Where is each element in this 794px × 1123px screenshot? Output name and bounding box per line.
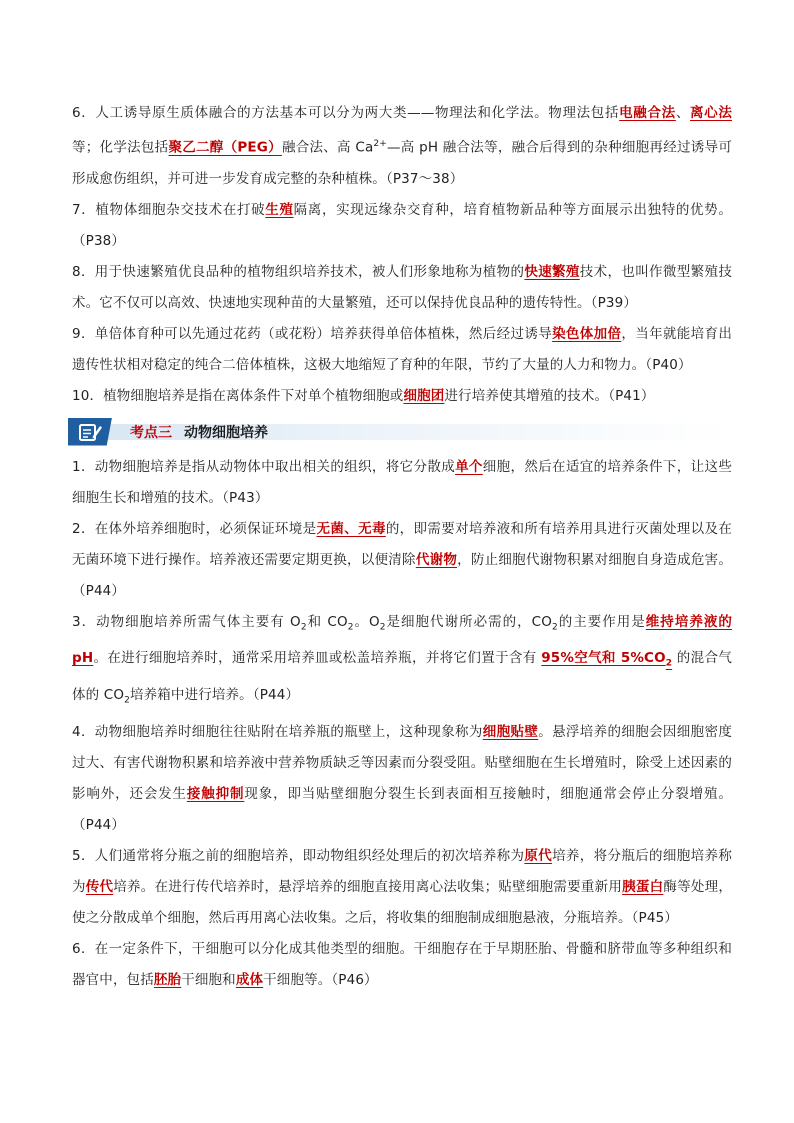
text-segment: 8．用于快速繁殖优良品种的植物组织培养技术，被人们形象地称为植物的 <box>72 263 525 280</box>
text-segment: 2+ <box>373 139 387 149</box>
highlighted-term: 细胞团 <box>403 387 445 404</box>
highlighted-term: 细胞贴壁 <box>482 723 539 740</box>
text-segment: 6．人工诱导原生质体融合的方法基本可以分为两大类——物理法和化学法。物理法包括 <box>72 105 620 121</box>
highlighted-term: 代谢物 <box>415 551 458 568</box>
text-segment: 。O <box>353 613 380 630</box>
text-segment: 融合法、高 Ca <box>281 139 374 156</box>
lower-paragraphs <box>72 452 732 996</box>
section-header <box>68 418 732 446</box>
highlighted-term: 单个 <box>455 458 483 475</box>
text-segment: 进行培养使其增殖的技术。（P41） <box>444 387 655 404</box>
text-segment: ，防止细胞代谢物积累对细胞自身造成危害。（P44） <box>72 551 733 599</box>
paragraph <box>72 607 732 717</box>
highlighted-term: 传代 <box>85 878 114 895</box>
text-segment: ，当年就能培育出遗传性状相对稳定的纯合二倍体植株，这极大地缩短了育种的年限，节约了大量的人力和物力。（P40） <box>72 325 733 373</box>
section-title-text: 动物细胞培养 <box>184 424 268 441</box>
highlighted-term: 95%空气和 5%CO <box>541 650 666 667</box>
text-segment: 的，即需要对培养液和所有培养用具进行灭菌处理以及在无菌环境下进行操作。培养液还需要定期更换，以便清除 <box>72 520 733 568</box>
highlighted-term: 原代 <box>524 847 553 864</box>
text-segment: 干细胞等。（P46） <box>263 971 378 988</box>
text-segment: 和 CO <box>306 613 348 630</box>
text-segment: 3．动物细胞培养所需气体主要有 O <box>72 613 301 630</box>
highlighted-term: 2 <box>665 658 673 669</box>
highlighted-term: 接触抑制 <box>186 785 245 802</box>
notepad-pen-icon <box>68 418 112 446</box>
highlighted-term: 胰蛋白 <box>622 878 664 895</box>
highlighted-term: 生殖 <box>265 201 294 218</box>
text-segment: 7．植物体细胞杂交技术在打破 <box>72 201 266 218</box>
highlighted-term: 快速繁殖 <box>524 263 580 280</box>
text-segment: 技术，也叫作微型繁殖技术。它不仅可以高效、快速地实现种苗的大量繁殖，还可以保持优良品种的遗传特性。（P39） <box>72 263 732 311</box>
paragraph <box>72 319 732 381</box>
paragraph <box>72 98 732 195</box>
highlighted-term: 离心法 <box>690 105 732 121</box>
highlighted-term: 维持培养液的 pH <box>72 613 732 667</box>
text-segment: 2 <box>124 695 130 706</box>
text-segment: 是细胞代谢所必需的，CO <box>385 613 552 630</box>
text-segment: —高 pH 融合法等，融合后得到的杂种细胞再经过诱导可形成愈伤组织，并可进一步发育成完整的杂种植株。（P37～38） <box>72 139 732 187</box>
text-segment: 、 <box>675 105 690 121</box>
document-body <box>72 98 732 996</box>
section-label: 考点三 <box>130 424 172 441</box>
text-segment: 培养，将分瓶后的细胞培养称为 <box>72 847 732 895</box>
paragraph <box>72 195 732 257</box>
text-segment: 细胞，然后在适宜的培养条件下，让这些细胞生长和增殖的技术。（P43） <box>72 458 732 506</box>
text-segment: 1．动物细胞培养是指从动物体中取出相关的组织，将它分散成 <box>72 458 456 475</box>
text-segment: 2．在体外培养细胞时，必须保证环境是 <box>72 520 317 537</box>
text-segment: 隔离，实现远缘杂交育种，培育植物新品种等方面展示出独特的优势。（P38） <box>72 201 732 249</box>
highlighted-term: 成体 <box>235 971 264 988</box>
highlighted-term: 聚乙二醇（PEG） <box>168 139 282 156</box>
text-segment: 培养箱中进行培养。（P44） <box>129 686 300 703</box>
text-segment: 。悬浮培养的细胞会因细胞密度过大、有害代谢物积累和培养液中营养物质缺乏等因素而分裂受阻。贴壁细胞在生长增殖时，除受上述因素的影响外，还会发生 <box>72 723 732 802</box>
text-segment: 4．动物细胞培养时细胞往往贴附在培养瓶的瓶壁上，这种现象称为 <box>72 723 483 740</box>
text-segment: 现象，即当贴壁细胞分裂生长到表面相互接触时，细胞通常会停止分裂增殖。（P44） <box>72 785 732 833</box>
text-segment: 2 <box>347 622 354 633</box>
highlighted-term: 无菌、无毒 <box>316 520 386 537</box>
text-segment: 10．植物细胞培养是指在离体条件下对单个植物细胞或 <box>72 387 404 404</box>
text-segment: 等；化学法包括 <box>72 139 169 156</box>
text-segment: 9．单倍体育种可以先通过花药（或花粉）培养获得单倍体植株，然后经过诱导 <box>72 325 553 342</box>
section-title <box>130 422 268 442</box>
paragraph <box>72 257 732 319</box>
text-segment: 2 <box>379 622 386 633</box>
text-segment: 酶等处理，使之分散成单个细胞，然后再用离心法收集。之后，将收集的细胞制成细胞悬液，分瓶培养。（P45） <box>72 878 733 926</box>
text-segment: 。在进行细胞培养时，通常采用培养皿或松盖培养瓶，并将它们置于含有 <box>93 650 542 667</box>
text-segment: 培养。在进行传代培养时，悬浮培养的细胞直接用离心法收集；贴壁细胞需要重新用 <box>113 878 623 895</box>
highlighted-term: 染色体加倍 <box>552 325 622 342</box>
text-segment: 干细胞和 <box>181 971 236 988</box>
upper-paragraphs <box>72 98 732 412</box>
paragraph <box>72 514 732 607</box>
text-segment: 2 <box>551 622 558 633</box>
text-segment: 的混合气体的 CO <box>72 650 732 703</box>
text-segment: 6．在一定条件下，干细胞可以分化成其他类型的细胞。干细胞存在于早期胚胎、骨髓和脐带血等多种组织和器官中，包括 <box>72 940 732 988</box>
highlighted-term: 电融合法 <box>619 105 676 121</box>
highlighted-term: 胚胎 <box>153 971 182 988</box>
paragraph <box>72 452 732 514</box>
text-segment: 2 <box>300 622 307 633</box>
paragraph <box>72 841 732 934</box>
text-segment: 的主要作用是 <box>557 613 646 630</box>
paragraph <box>72 934 732 996</box>
text-segment: 5．人们通常将分瓶之前的细胞培养，即动物组织经处理后的初次培养称为 <box>72 847 525 864</box>
paragraph <box>72 381 732 412</box>
paragraph <box>72 717 732 841</box>
